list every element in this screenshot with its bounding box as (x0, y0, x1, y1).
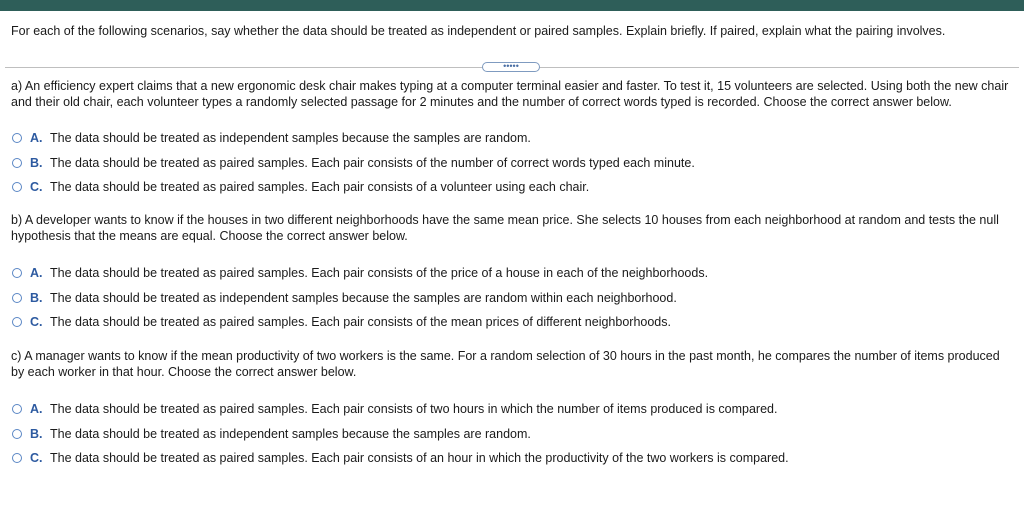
instructions-text: For each of the following scenarios, say whether the data should be treated as independent or paired samples. Explain briefly. If paired, explain what the pairing involves. (11, 24, 946, 38)
question-a-option-c[interactable] (12, 179, 589, 195)
option-text: The data should be treated as paired samples. Each pair consists of the price of a house in each of the neighborhoods. (50, 266, 709, 280)
option-text: The data should be treated as independent samples because the samples are random within each neighborhood. (50, 291, 677, 305)
question-a-option-b[interactable] (12, 155, 695, 171)
question-a-prompt: a) An efficiency expert claims that a new ergonomic desk chair makes typing at a computer terminal easier and faster. To test it, 15 volunteers are selected. Using both the new chair and their old chair, each volunteer types a randomly selected passage for 2 minutes and the number of correct words typed is recorded. Choose the correct answer below. (11, 79, 1009, 109)
radio-button-icon[interactable] (12, 268, 22, 278)
question-a-option-a[interactable] (12, 130, 531, 146)
radio-button-icon[interactable] (12, 404, 22, 414)
option-text: The data should be treated as paired samples. Each pair consists of an hour in which the productivity of the two workers is compared. (50, 451, 789, 465)
radio-button-icon[interactable] (12, 182, 22, 192)
radio-button-icon[interactable] (12, 133, 22, 143)
option-text: The data should be treated as paired samples. Each pair consists of a volunteer using each chair. (50, 180, 590, 194)
option-text: The data should be treated as independent samples because the samples are random. (50, 427, 531, 441)
option-text: The data should be treated as paired samples. Each pair consists of the number of correct words typed each minute. (50, 156, 695, 170)
radio-button-icon[interactable] (12, 317, 22, 327)
option-text: The data should be treated as paired samples. Each pair consists of the mean prices of different neighborhoods. (50, 315, 671, 329)
option-letter: C. (30, 451, 43, 465)
option-letter: C. (30, 180, 43, 194)
option-text: The data should be treated as independent samples because the samples are random. (50, 131, 531, 145)
option-letter: A. (30, 131, 43, 145)
ellipsis-icon: ••••• (503, 63, 519, 71)
question-c-option-a[interactable] (12, 401, 777, 417)
question-c-option-b[interactable] (12, 426, 531, 442)
option-letter: A. (30, 266, 43, 280)
question-c-prompt: c) A manager wants to know if the mean productivity of two workers is the same. For a random selection of 30 hours in the past month, he compares the number of items produced by each worker in that hour. Choose the correct answer below. (11, 349, 1000, 379)
top-header-bar (0, 0, 1024, 11)
question-b-prompt: b) A developer wants to know if the houses in two different neighborhoods have the same mean price. She selects 10 houses from each neighborhood at random and tests the null hypothesis that the means are equal. Choose the correct answer below. (11, 213, 999, 243)
option-letter: B. (30, 427, 43, 441)
question-b-option-c[interactable] (12, 314, 671, 330)
radio-button-icon[interactable] (12, 293, 22, 303)
option-letter: B. (30, 291, 43, 305)
option-letter: A. (30, 402, 43, 416)
option-letter: B. (30, 156, 43, 170)
question-b-option-a[interactable] (12, 265, 708, 281)
question-b-option-b[interactable] (12, 290, 677, 306)
expand-button[interactable] (482, 62, 540, 72)
radio-button-icon[interactable] (12, 453, 22, 463)
option-letter: C. (30, 315, 43, 329)
question-c-option-c[interactable] (12, 450, 789, 466)
radio-button-icon[interactable] (12, 429, 22, 439)
option-text: The data should be treated as paired samples. Each pair consists of two hours in which the number of items produced is compared. (50, 402, 778, 416)
radio-button-icon[interactable] (12, 158, 22, 168)
